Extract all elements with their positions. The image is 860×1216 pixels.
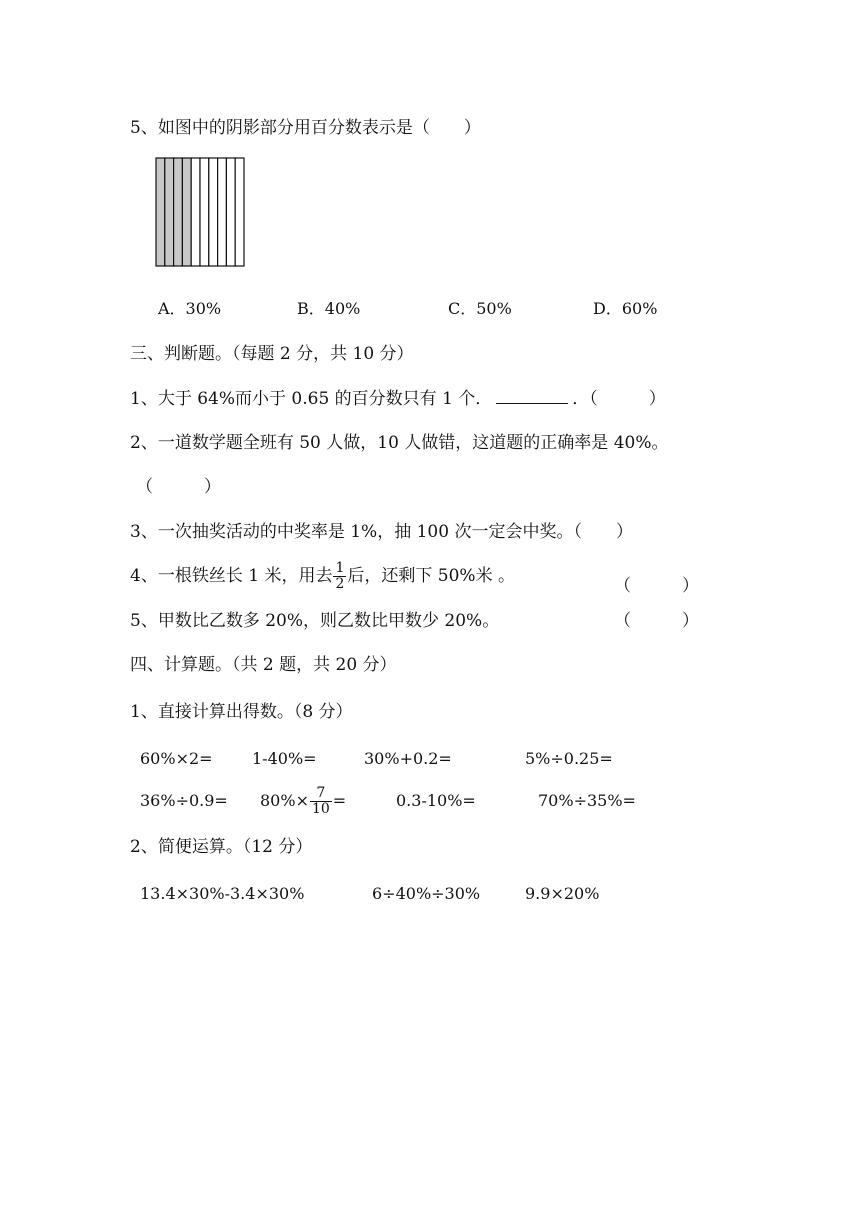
fraction-numerator: 1 (335, 560, 345, 576)
calc-item: 30%+0.2= (364, 749, 452, 768)
judge-item-5-paren[interactable]: （ ） (614, 611, 699, 631)
judge-item-3: 3、一次抽奖活动的中奖率是 1%，抽 100 次一定会中奖。（ ） (130, 522, 633, 542)
calc-item: 1-40%= (252, 749, 317, 768)
blank-strip (200, 158, 209, 266)
calc-item: 36%÷0.9= (140, 791, 228, 810)
calc-item: 70%÷35%= (538, 791, 636, 810)
section3-heading: 三、判断题。（每题 2 分，共 10 分） (130, 344, 414, 364)
judge-item-4-paren[interactable]: （ ） (614, 576, 699, 596)
judge-item-4-text-end: 后，还剩下 50%米 。 (347, 566, 515, 586)
shaded-strips-figure (150, 152, 250, 274)
shaded-strip (156, 158, 165, 266)
shaded-strip (165, 158, 174, 266)
judge-item-1-text: 1、大于 64%而小于 0.65 的百分数只有 1 个． (130, 389, 493, 409)
judge-item-4-text: 4、一根铁丝长 1 米，用去 (130, 566, 333, 586)
calc-item: 5%÷0.25= (525, 749, 613, 768)
q5-option-c[interactable]: C．50% (448, 299, 512, 318)
q5-option-a[interactable]: A．30% (158, 299, 222, 318)
calc-item-text: 80%× (260, 791, 309, 810)
simple-calc-item: 9.9×20% (525, 884, 600, 903)
simple-calc-item: 6÷40%÷30% (372, 884, 481, 903)
calc-item: 60%×2= (140, 749, 213, 768)
shaded-strip (174, 158, 183, 266)
fraction-seven-tenths (310, 786, 332, 817)
judge-item-4 (130, 560, 515, 592)
simple-calc-item: 13.4×30%-3.4×30% (140, 884, 305, 903)
fraction-denominator: 10 (311, 801, 330, 817)
judge-item-1 (130, 387, 666, 410)
blank-strip (226, 158, 235, 266)
fraction-numerator: 7 (316, 785, 326, 801)
q5-option-b[interactable]: B．40% (297, 299, 361, 318)
blank-strip (235, 158, 244, 266)
fraction-one-half (333, 561, 346, 592)
simple-calc-title: 2、简便运算。（12 分） (130, 837, 313, 857)
q5-option-d[interactable]: D．60% (593, 299, 658, 318)
fraction-denominator: 2 (335, 576, 345, 592)
section4-heading: 四、计算题。（共 2 题，共 20 分） (130, 655, 397, 675)
q5-title: 5、如图中的阴影部分用百分数表示是（ ） (130, 118, 481, 138)
judge-item-1-paren[interactable]: ．（ ） (572, 389, 666, 409)
judge-item-5: 5、甲数比乙数多 20%，则乙数比甲数少 20%。 (130, 611, 500, 631)
calc-item: 0.3-10%= (396, 791, 476, 810)
shaded-strip (182, 158, 191, 266)
judge-item-2-paren[interactable]: （ ） (136, 477, 221, 497)
answer-blank[interactable] (496, 387, 568, 404)
calc-item-equals: = (332, 791, 347, 810)
direct-calc-title: 1、直接计算出得数。（8 分） (130, 702, 353, 722)
calc-item-fraction (260, 778, 346, 824)
judge-item-2: 2、一道数学题全班有 50 人做，10 人做错，这道题的正确率是 40%。 (130, 433, 669, 453)
blank-strip (209, 158, 218, 266)
blank-strip (191, 158, 200, 266)
blank-strip (218, 158, 227, 266)
